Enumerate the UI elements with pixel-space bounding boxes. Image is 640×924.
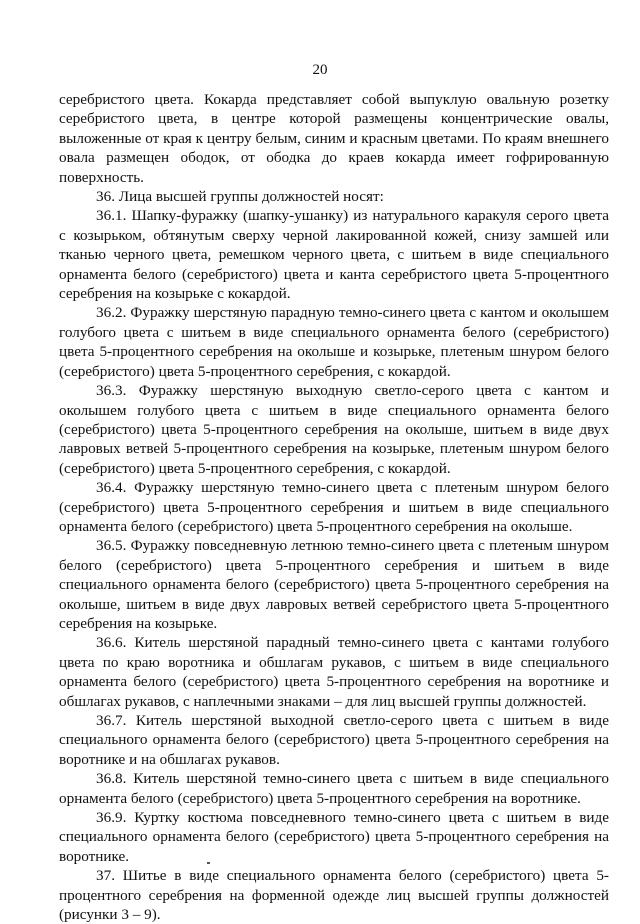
paragraph-36-1: 36.1. Шапку-фуражку (шапку-ушанку) из натурального каракуля серого цвета с козырьком, обтянутым сверху черной лакированной кожей, снизу замшей или тканью черного цвета, ремешком черного цвета, с шитьем в виде специального орнамента белого (серебристого) цвета и канта серебристого цвета 5-процентного серебрения на козырьке с кокардой. [59, 207, 609, 303]
paragraph-36-9: 36.9. Куртку костюма повседневного темно-синего цвета с шитьем в виде специального орнамента белого (серебристого) цвета 5-процентного серебрения на воротнике. [59, 809, 609, 865]
document-body [59, 90, 609, 924]
scan-speck [207, 862, 210, 864]
paragraph-36-heading: 36. Лица высшей группы должностей носят: [96, 188, 384, 206]
paragraph-36-7: 36.7. Китель шерстяной выходной светло-серого цвета с шитьем в виде специального орнамента белого (серебристого) цвета 5-процентного серебрения на воротнике и на обшлагах рукавов. [59, 712, 609, 768]
page-number: 20 [312, 62, 328, 78]
paragraph-36-8: 36.8. Китель шерстяной темно-синего цвета с шитьем в виде специального орнамента белого (серебристого) цвета 5-процентного серебрения на воротнике. [59, 770, 609, 807]
paragraph-36-6: 36.6. Китель шерстяной парадный темно-синего цвета с кантами голубого цвета по краю воротника и обшлагам рукавов, с шитьем в виде специального орнамента белого (серебристого) цвета 5-процентного серебрения на воротнике и обшлагах рукавов, с наплечными знаками – для лиц высшей группы должностей. [59, 634, 609, 710]
paragraph-36-3: 36.3. Фуражку шерстяную выходную светло-серого цвета с кантом и околышем голубого цвета с шитьем в виде специального орнамента белого (серебристого) цвета 5-процентного серебрения на околыше, шитьем в виде двух лавровых ветвей 5-процентного серебрения на козырьке, плетеным шнуром белого (серебристого) цвета 5-процентного серебрения, с кокардой. [59, 382, 609, 477]
paragraph-36-5: 36.5. Фуражку повседневную летнюю темно-синего цвета с плетеным шнуром белого (серебристого) цвета 5-процентного серебрения и шитьем в виде специального орнамента белого (серебристого) цвета 5-процентного серебрения на околыше, шитьем в виде двух лавровых ветвей серебристого цвета 5-процентного серебрения на козырьке. [59, 537, 609, 632]
paragraph-cockade-continuation: серебристого цвета. Кокарда представляет собой выпуклую овальную розетку серебристого цвета, в центре которой размещены концентрические овалы, выложенные от края к центру белым, синим и красным цветами. По краям внешнего овала размещен ободок, от ободка до краев кокарда имеет гофрированную поверхность. [59, 91, 609, 186]
paragraph-36-2: 36.2. Фуражку шерстяную парадную темно-синего цвета с кантом и околышем голубого цвета с шитьем в виде специального орнамента белого (серебристого) цвета 5-процентного серебрения на околыше и козырьке, плетеным шнуром белого (серебристого) цвета 5-процентного серебрения, с кокардой. [59, 304, 609, 380]
paragraph-36-4: 36.4. Фуражку шерстяную темно-синего цвета с плетеным шнуром белого (серебристого) цвета 5-процентного серебрения и шитьем в виде специального орнамента белого (серебристого) цвета 5-процентного серебрения на околыше. [59, 479, 609, 535]
paragraph-37: 37. Шитье в виде специального орнамента белого (серебристого) цвета 5-процентного серебрения на форменной одежде лиц высшей группы должностей (рисунки 3 – 9). [59, 867, 609, 924]
